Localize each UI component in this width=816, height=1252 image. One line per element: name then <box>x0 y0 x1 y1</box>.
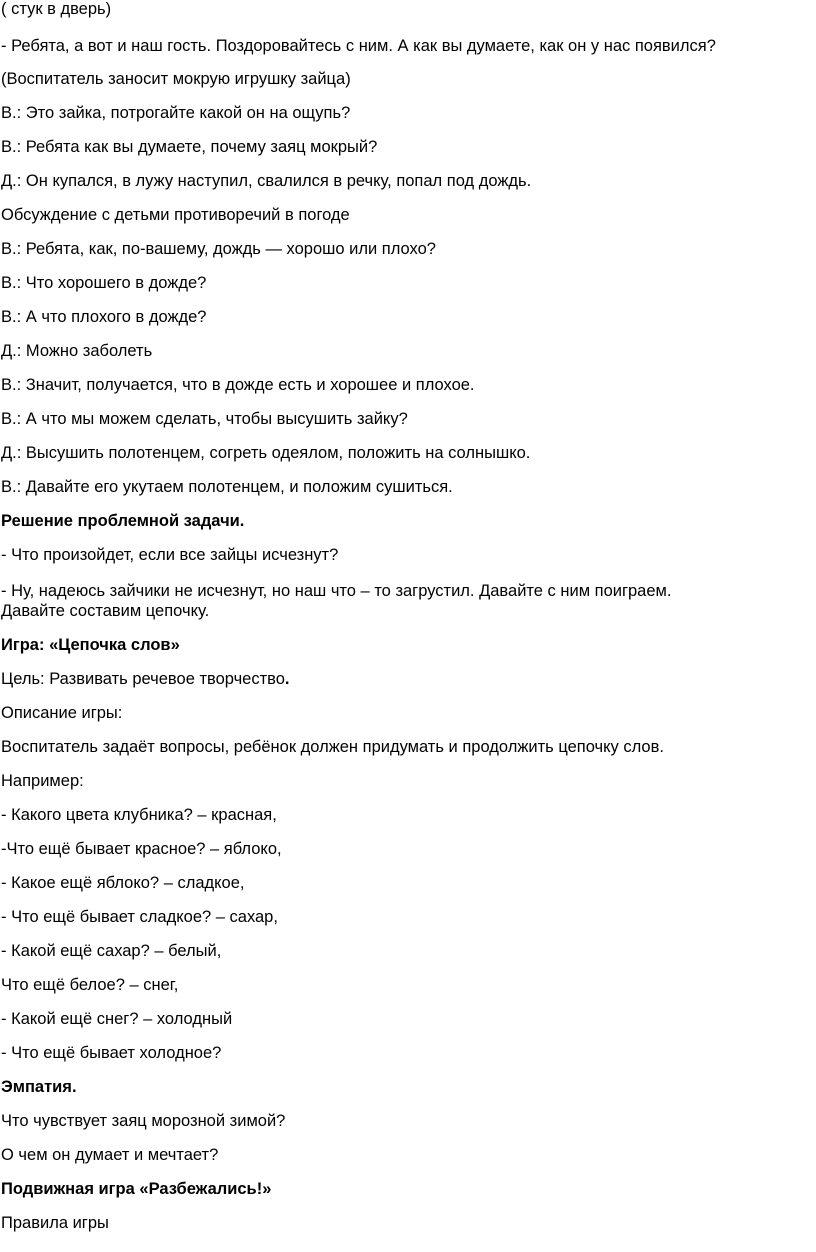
text-line: Д.: Можно заболеть <box>1 342 153 360</box>
text-line: Д.: Высушить полотенцем, согреть одеялом, положить на солнышко. <box>1 444 531 462</box>
text-line: В.: Ребята, как, по-вашему, дождь — хорошо или плохо? <box>1 240 436 258</box>
text-line: - Ребята, а вот и наш гость. Поздоровайтесь с ним. А как вы думаете, как он у нас появился? <box>1 37 716 55</box>
text-line: Д.: Он купался, в лужу наступил, свалился в речку, попал под дождь. <box>1 172 532 190</box>
text-line: - Какое ещё яблоко? – сладкое, <box>1 874 245 892</box>
text-line: - Какого цвета клубника? – красная, <box>1 806 277 824</box>
text-line: Воспитатель задаёт вопросы, ребёнок должен придумать и продолжить цепочку слов. <box>1 738 664 756</box>
text-line <box>1 670 290 689</box>
section-heading: Игра: «Цепочка слов» <box>1 636 180 654</box>
text-line: Что ещё белое? – снег, <box>1 976 179 994</box>
text-line: Правила игры <box>1 1214 109 1232</box>
text-line: ( стук в дверь) <box>1 0 112 18</box>
text-line: Описание игры: <box>1 704 123 722</box>
text-line: В.: Это зайка, потрогайте какой он на ощупь? <box>1 104 351 122</box>
text-line: В.: А что мы можем сделать, чтобы высушить зайку? <box>1 410 408 428</box>
text-line: (Воспитатель заносит мокрую игрушку зайца) <box>1 70 351 88</box>
text-line: - Что ещё бывает холодное? <box>1 1044 222 1062</box>
section-heading: Подвижная игра «Разбежались!» <box>1 1180 272 1198</box>
text-line: Например: <box>1 772 84 790</box>
text-line: - Что ещё бывает сладкое? – сахар, <box>1 908 278 926</box>
text-line: О чем он думает и мечтает? <box>1 1146 219 1164</box>
section-heading: Эмпатия. <box>1 1078 77 1096</box>
text-line-period: . <box>284 670 290 688</box>
text-line: В.: Ребята как вы думаете, почему заяц мокрый? <box>1 138 378 156</box>
text-line: В.: Что хорошего в дожде? <box>1 274 207 292</box>
text-line: -Что ещё бывает красное? – яблоко, <box>1 840 282 858</box>
text-line: В.: Значит, получается, что в дожде есть и хорошее и плохое. <box>1 376 475 394</box>
text-line: Что чувствует заяц морозной зимой? <box>1 1112 286 1130</box>
text-line: Давайте составим цепочку. <box>1 602 210 620</box>
text-line: - Что произойдет, если все зайцы исчезнут? <box>1 546 339 564</box>
text-line: - Какой ещё сахар? – белый, <box>1 942 222 960</box>
text-line: Обсуждение с детьми противоречий в погоде <box>1 206 350 224</box>
text-line: В.: Давайте его укутаем полотенцем, и положим сушиться. <box>1 478 453 496</box>
text-line: - Какой ещё снег? – холодный <box>1 1010 233 1028</box>
section-heading: Решение проблемной задачи. <box>1 512 245 530</box>
text-line: В.: А что плохого в дожде? <box>1 308 207 326</box>
text-line-body: Цель: Развивать речевое творчество <box>1 670 285 688</box>
text-line: - Ну, надеюсь зайчики не исчезнут, но наш что – то загрустил. Давайте с ним поиграем. <box>1 582 672 600</box>
